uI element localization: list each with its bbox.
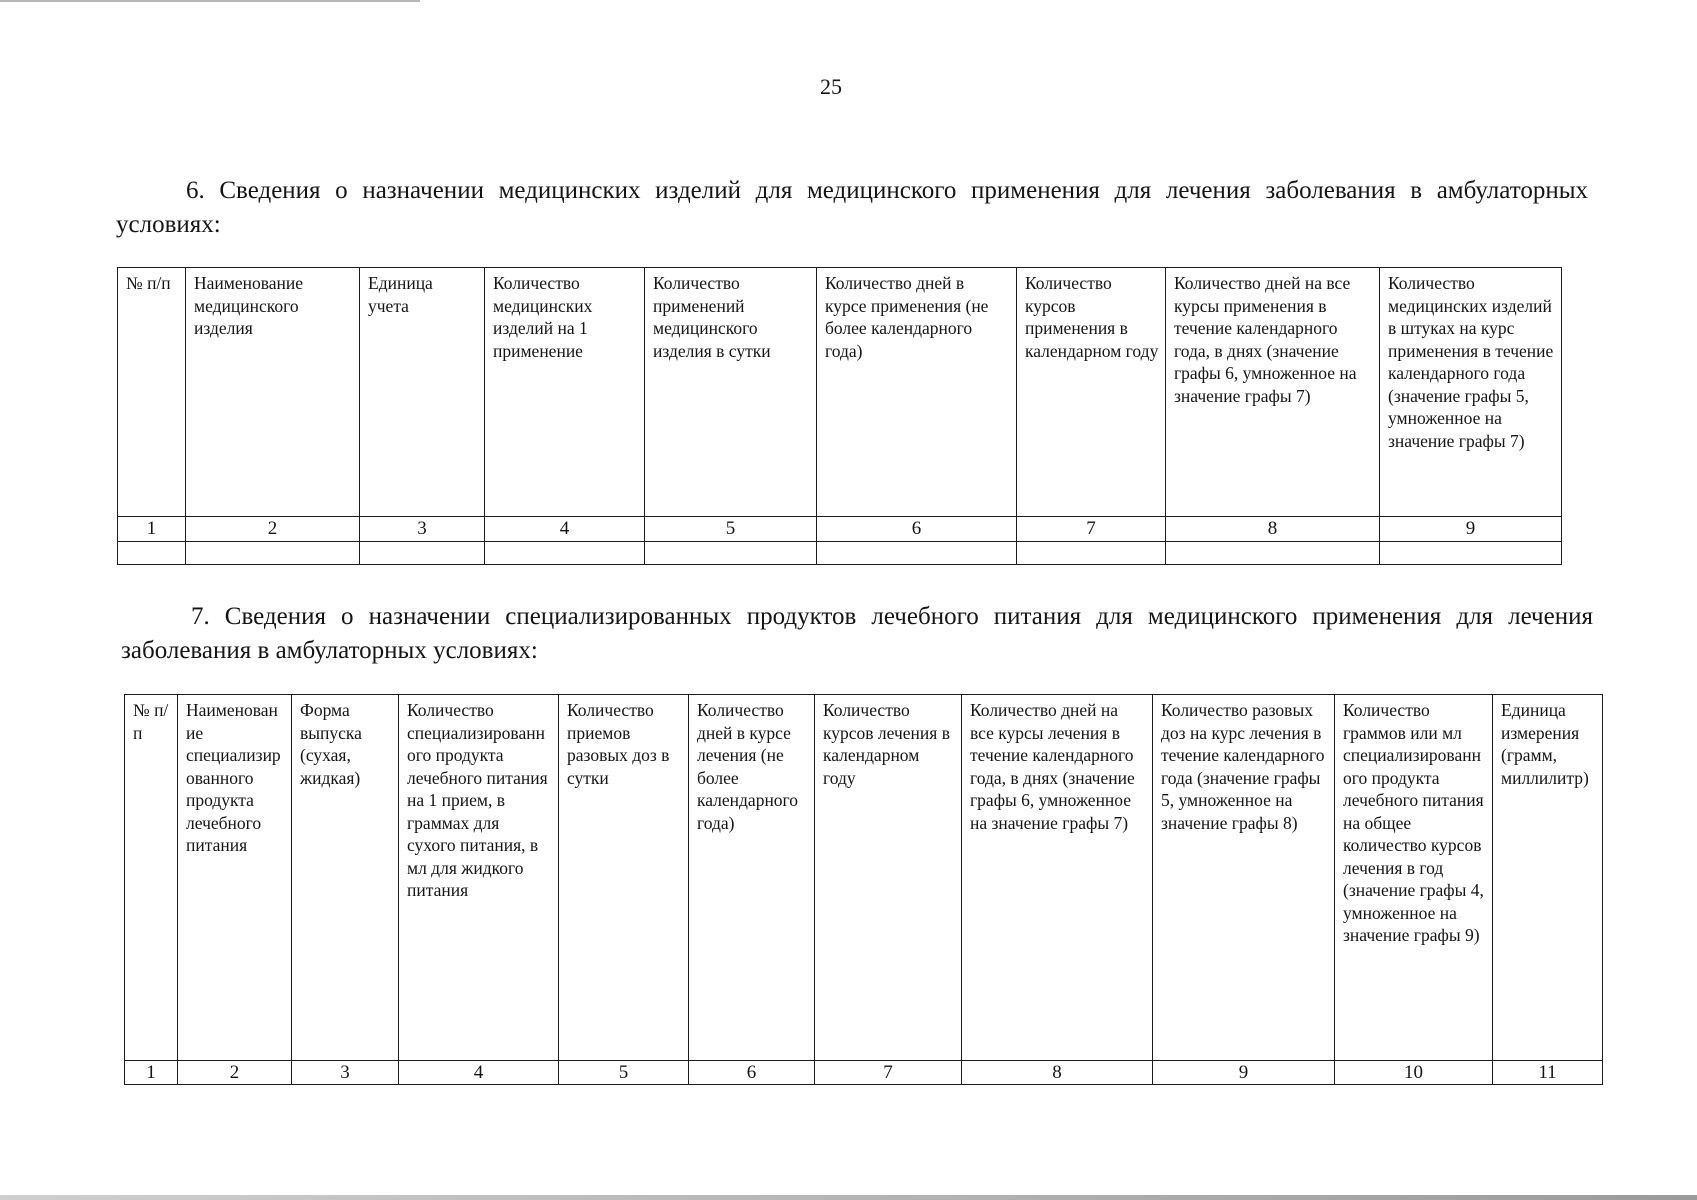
column-number: 3	[292, 1061, 399, 1085]
column-number: 3	[360, 517, 485, 542]
table-cell-empty	[817, 542, 1017, 565]
column-header: Единица учета	[360, 268, 485, 517]
column-header: Количество граммов или мл специализированного продукта лечебного питания на общее количество курсов лечения в год (значение графы 4, умноженное на значение графы 9)	[1335, 695, 1493, 1061]
table-cell-empty	[1017, 542, 1166, 565]
column-number: 5	[559, 1061, 689, 1085]
column-header: № п/п	[125, 695, 178, 1061]
column-number: 6	[817, 517, 1017, 542]
column-number: 11	[1493, 1061, 1603, 1085]
column-header: Количество применений медицинского изделия в сутки	[645, 268, 817, 517]
medical-devices-table	[117, 267, 1562, 565]
column-header: Количество курсов применения в календарном году	[1017, 268, 1166, 517]
column-header: Наименование специализированного продукта лечебного питания	[178, 695, 292, 1061]
column-header: Количество дней в курсе лечения (не более календарного года)	[689, 695, 815, 1061]
clinical-nutrition-table	[124, 694, 1603, 1085]
column-header: Количество дней в курсе применения (не более календарного года)	[817, 268, 1017, 517]
column-header: Количество курсов лечения в календарном году	[815, 695, 962, 1061]
table-7-header-row	[125, 695, 1603, 1061]
column-number: 1	[118, 517, 186, 542]
column-number: 9	[1153, 1061, 1335, 1085]
column-number: 6	[689, 1061, 815, 1085]
column-number: 2	[178, 1061, 292, 1085]
column-header: Количество медицинских изделий на 1 применение	[485, 268, 645, 517]
table-6-empty-row	[118, 542, 1562, 565]
column-number: 4	[399, 1061, 559, 1085]
column-header: Количество дней на все курсы применения в течение календарного года, в днях (значение графы 6, умноженное на значение графы 7)	[1166, 268, 1380, 517]
table-cell-empty	[360, 542, 485, 565]
column-header: Количество разовых доз на курс лечения в течение календарного года (значение графы 5, умноженное на значение графы 8)	[1153, 695, 1335, 1061]
column-number: 4	[485, 517, 645, 542]
section-7-heading: 7. Сведения о назначении специализированных продуктов лечебного питания для медицинского применения для лечения заболевания в амбулаторных условиях:	[121, 603, 1593, 664]
table-cell-empty	[118, 542, 186, 565]
column-header: Количество дней на все курсы лечения в течение календарного года, в днях (значение графы 6, умноженное на значение графы 7)	[962, 695, 1153, 1061]
column-number: 8	[1166, 517, 1380, 542]
table-cell-empty	[186, 542, 360, 565]
table-cell-empty	[1166, 542, 1380, 565]
table-6-column-number-row	[118, 517, 1562, 542]
column-number: 8	[962, 1061, 1153, 1085]
column-number: 9	[1380, 517, 1562, 542]
scan-edge-bottom	[0, 1195, 1697, 1200]
scan-edge-top	[0, 0, 420, 2]
table-cell-empty	[485, 542, 645, 565]
table-7-column-number-row	[125, 1061, 1603, 1085]
table-cell-empty	[1380, 542, 1562, 565]
column-header: Количество медицинских изделий в штуках на курс применения в течение календарного года (значение графы 5, умноженное на значение графы 7)	[1380, 268, 1562, 517]
column-number: 7	[815, 1061, 962, 1085]
section-6-heading: 6. Сведения о назначении медицинских изделий для медицинского применения для лечения заболевания в амбулаторных условиях:	[116, 177, 1588, 238]
page-number: 25	[820, 74, 842, 99]
column-number: 7	[1017, 517, 1166, 542]
column-header: № п/п	[118, 268, 186, 517]
column-header: Форма выпуска (сухая, жидкая)	[292, 695, 399, 1061]
column-header: Количество специализированного продукта лечебного питания на 1 прием, в граммах для сухого питания, в мл для жидкого питания	[399, 695, 559, 1061]
table-cell-empty	[645, 542, 817, 565]
column-number: 1	[125, 1061, 178, 1085]
column-number: 5	[645, 517, 817, 542]
column-number: 10	[1335, 1061, 1493, 1085]
column-number: 2	[186, 517, 360, 542]
column-header: Количество приемов разовых доз в сутки	[559, 695, 689, 1061]
table-6-header-row	[118, 268, 1562, 517]
column-header: Единица измерения (грамм, миллилитр)	[1493, 695, 1603, 1061]
column-header: Наименование медицинского изделия	[186, 268, 360, 517]
